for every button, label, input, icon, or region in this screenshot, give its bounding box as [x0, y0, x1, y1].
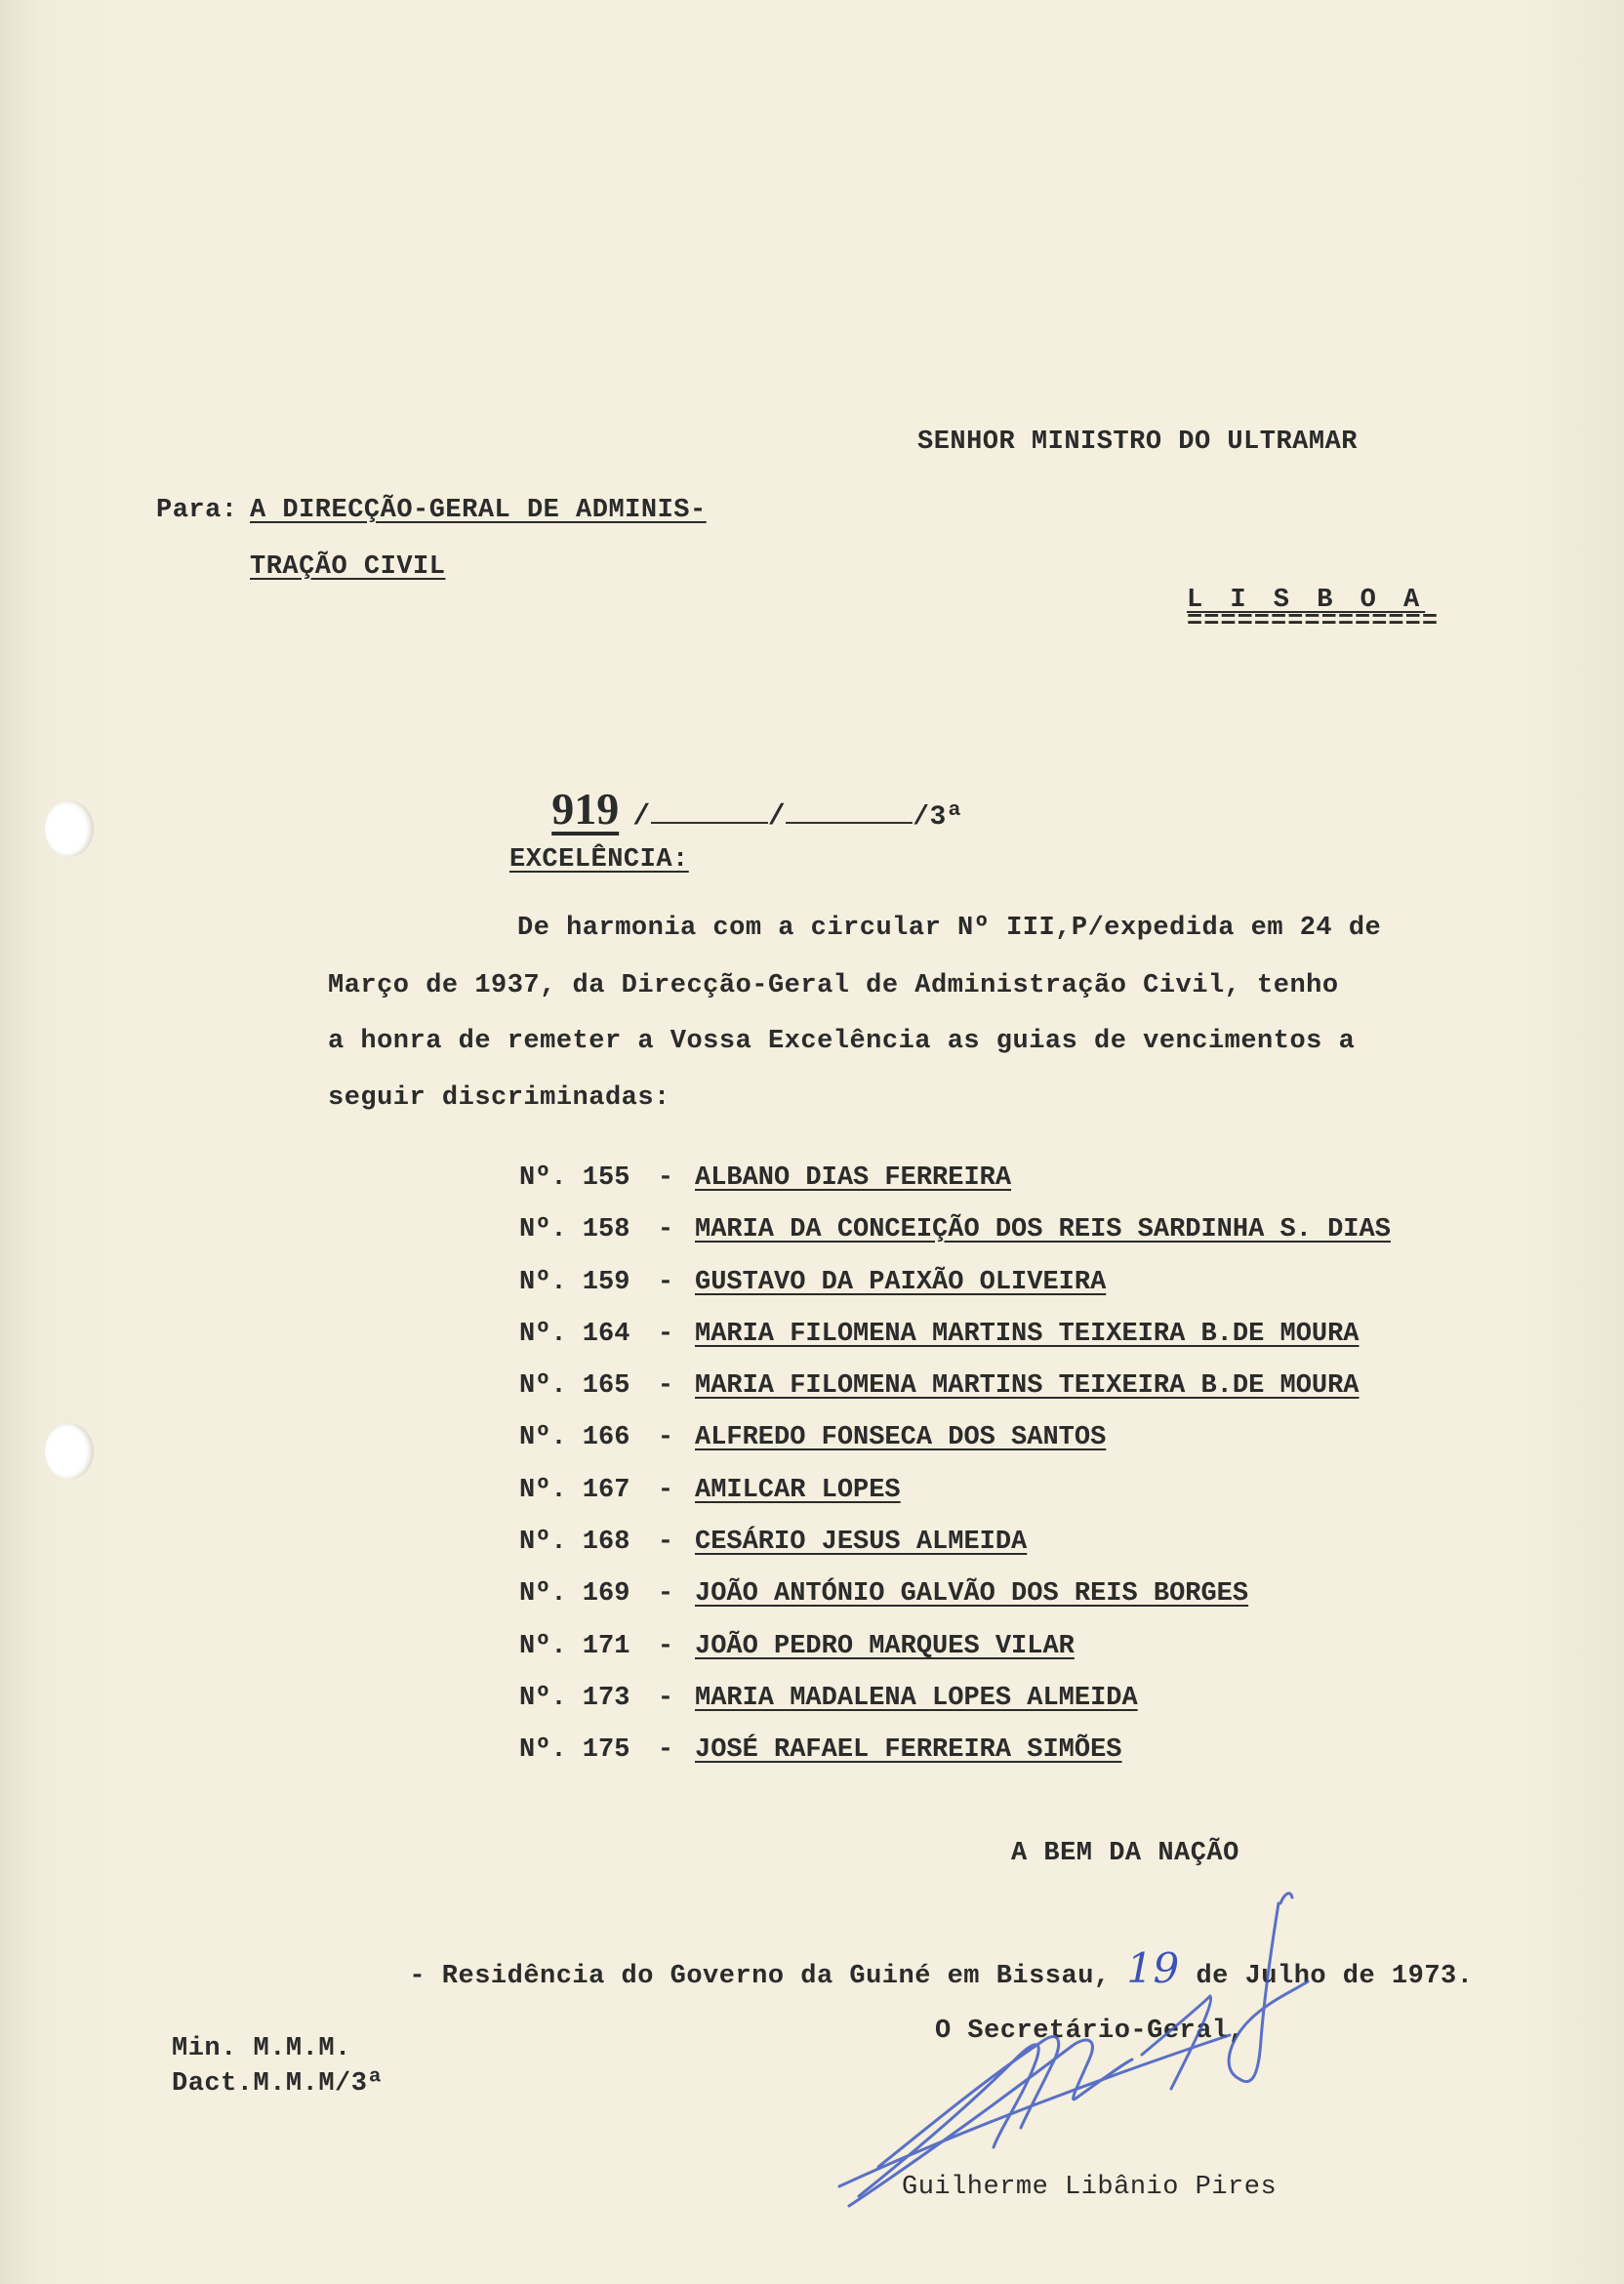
reference-blank-1: [651, 806, 768, 824]
guia-dash: -: [657, 1632, 674, 1661]
list-item: [519, 1684, 1138, 1713]
guia-name: ALFREDO FONSECA DOS SANTOS: [695, 1423, 1107, 1452]
para-line-2: TRAÇÃO CIVIL: [250, 552, 446, 582]
guia-number: Nº. 164: [519, 1320, 630, 1349]
list-item: [519, 1735, 1121, 1765]
list-item: [519, 1423, 1106, 1452]
list-item: [519, 1320, 1360, 1349]
list-item: [519, 1268, 1106, 1297]
guia-dash: -: [657, 1371, 674, 1401]
punch-hole-top: [45, 800, 94, 857]
guia-dash: -: [657, 1684, 674, 1713]
guia-number: Nº. 158: [519, 1215, 630, 1244]
guia-number: Nº. 168: [519, 1528, 630, 1557]
initials-line-1: Min. M.M.M.: [172, 2034, 351, 2063]
guia-name: MARIA DA CONCEIÇÃO DOS REIS SARDINHA S. DIAS: [695, 1215, 1391, 1244]
place-date-suffix: de Julho de 1973.: [1196, 1962, 1474, 1991]
list-item: [519, 1163, 1011, 1193]
city-name: L I S B O A: [1187, 586, 1426, 615]
guia-name: AMILCAR LOPES: [695, 1476, 901, 1505]
para-label: Para:: [156, 496, 238, 525]
handwritten-day: 19: [1126, 1944, 1180, 1992]
signatory-title: O Secretário-Geral,: [935, 2017, 1245, 2046]
signatory-name: Guilherme Libânio Pires: [902, 2173, 1278, 2202]
punch-hole-bottom: [45, 1423, 94, 1480]
list-item: [519, 1632, 1075, 1661]
guia-name: MARIA MADALENA LOPES ALMEIDA: [695, 1684, 1138, 1713]
closing-phrase: A BEM DA NAÇÃO: [1011, 1839, 1239, 1868]
list-item: [519, 1371, 1360, 1401]
guia-name: JOÃO PEDRO MARQUES VILAR: [695, 1632, 1075, 1661]
reference-line: 919 / / /3ª: [551, 784, 964, 834]
handwritten-signature: [820, 1835, 1366, 2225]
salutation: EXCELÊNCIA:: [509, 845, 689, 875]
body-line-1: De harmonia com a circular Nº III,P/expedida em 24 de: [517, 914, 1382, 943]
guia-dash: -: [657, 1476, 674, 1505]
body-line-3: a honra de remeter a Vossa Excelência as guias de vencimentos a: [328, 1027, 1356, 1056]
city-double-rule: ===============: [1187, 607, 1440, 636]
guia-dash: -: [657, 1163, 674, 1193]
guia-number: Nº. 167: [519, 1476, 630, 1505]
guia-number: Nº. 173: [519, 1684, 630, 1713]
list-item: [519, 1579, 1248, 1609]
guia-name: GUSTAVO DA PAIXÃO OLIVEIRA: [695, 1268, 1107, 1297]
guia-name: CESÁRIO JESUS ALMEIDA: [695, 1528, 1028, 1557]
guia-name: JOSÉ RAFAEL FERREIRA SIMÕES: [695, 1735, 1122, 1765]
initials-line-2: Dact.M.M.M/3ª: [172, 2069, 385, 2099]
list-item: [519, 1476, 901, 1505]
guia-number: Nº. 166: [519, 1423, 630, 1452]
body-line-4: seguir discriminadas:: [328, 1083, 670, 1113]
guia-name: MARIA FILOMENA MARTINS TEIXEIRA B.DE MOURA: [695, 1320, 1360, 1349]
guia-dash: -: [657, 1215, 674, 1244]
guia-name: MARIA FILOMENA MARTINS TEIXEIRA B.DE MOURA: [695, 1371, 1360, 1401]
guia-dash: -: [657, 1268, 674, 1297]
addressee: SENHOR MINISTRO DO ULTRAMAR: [917, 428, 1358, 457]
place-date-prefix: - Residência do Governo da Guiné em Bissau,: [409, 1962, 1111, 1991]
guia-number: Nº. 171: [519, 1632, 630, 1661]
guia-number: Nº. 155: [519, 1163, 630, 1193]
reference-number: 919: [551, 784, 620, 834]
list-item: [519, 1215, 1391, 1244]
guia-dash: -: [657, 1528, 674, 1557]
guia-name: JOÃO ANTÓNIO GALVÃO DOS REIS BORGES: [695, 1579, 1249, 1609]
guia-dash: -: [657, 1320, 674, 1349]
reference-suffix: /3ª: [913, 802, 964, 833]
guia-number: Nº. 159: [519, 1268, 630, 1297]
guia-dash: -: [657, 1735, 674, 1765]
guia-dash: -: [657, 1423, 674, 1452]
reference-blank-2: [786, 806, 913, 824]
guia-dash: -: [657, 1579, 674, 1609]
guia-name: ALBANO DIAS FERREIRA: [695, 1163, 1012, 1193]
guia-number: Nº. 165: [519, 1371, 630, 1401]
guia-number: Nº. 175: [519, 1735, 630, 1765]
list-item: [519, 1528, 1027, 1557]
para-line-1: A DIRECÇÃO-GERAL DE ADMINIS-: [250, 496, 707, 525]
guia-number: Nº. 169: [519, 1579, 630, 1609]
body-line-2: Março de 1937, da Direcção-Geral de Administração Civil, tenho: [328, 971, 1339, 1000]
